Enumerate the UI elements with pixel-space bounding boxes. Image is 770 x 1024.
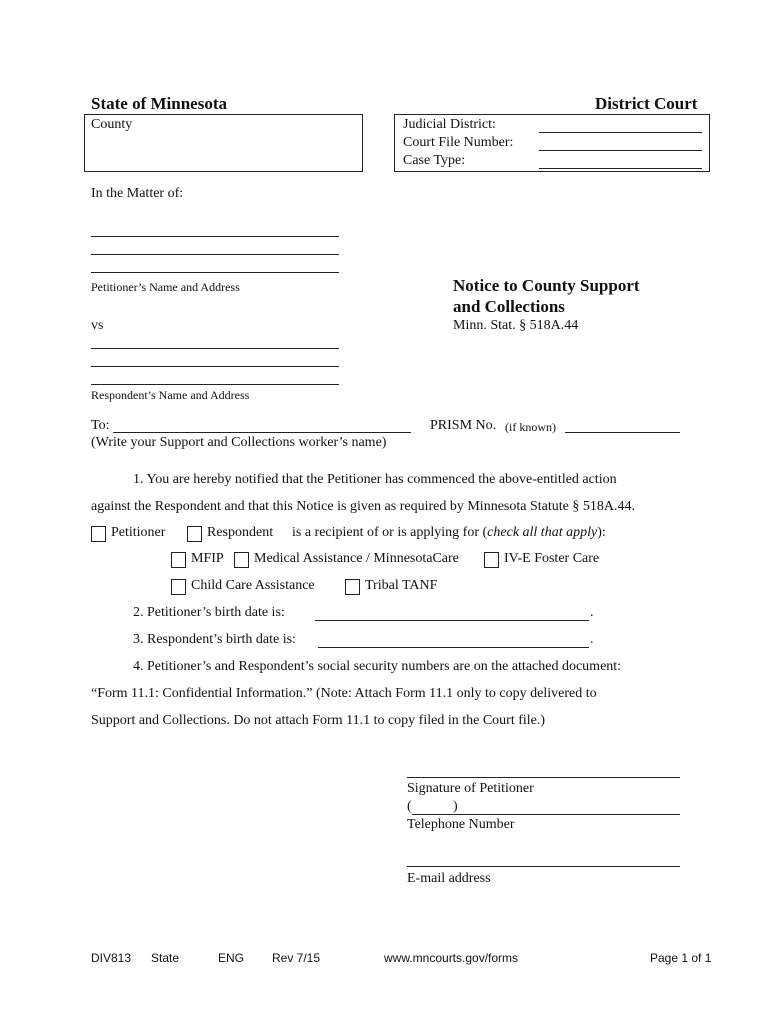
paragraph-3: 3. Respondent’s birth date is: xyxy=(133,632,296,647)
check-all-note: check all that apply xyxy=(487,525,598,540)
respondent-line-1[interactable] xyxy=(91,348,339,349)
case-type-label: Case Type: xyxy=(403,153,466,168)
foster-care-checkbox[interactable] xyxy=(484,552,499,568)
case-type-field[interactable] xyxy=(539,168,702,169)
respondent-birthdate-field[interactable] xyxy=(318,647,589,648)
court-file-number-field[interactable] xyxy=(539,150,702,151)
telephone-field[interactable] xyxy=(412,814,680,815)
petitioner-line-2[interactable] xyxy=(91,254,339,255)
child-care-checkbox[interactable] xyxy=(171,579,186,595)
prism-label: PRISM No. xyxy=(430,418,497,433)
mfip-label: MFIP xyxy=(191,551,224,566)
footer-language: ENG xyxy=(218,951,245,965)
footer-revision: Rev 7/15 xyxy=(272,951,321,965)
petitioner-line-1[interactable] xyxy=(91,236,339,237)
court-file-number-label: Court File Number: xyxy=(403,135,514,150)
petitioner-checkbox[interactable] xyxy=(91,526,106,542)
court-title: District Court xyxy=(595,94,698,113)
petitioner-birthdate-field[interactable] xyxy=(315,620,589,621)
medical-assistance-checkbox[interactable] xyxy=(234,552,249,568)
recipient-statement xyxy=(292,525,606,541)
case-info-box xyxy=(394,114,710,172)
vs-label: vs xyxy=(91,318,104,333)
signature-field[interactable] xyxy=(407,777,680,778)
prism-hint: (if known) xyxy=(505,420,556,434)
footer-url-link[interactable]: www.mncourts.gov/forms xyxy=(384,951,519,965)
respondent-line-2[interactable] xyxy=(91,366,339,367)
footer-level: State xyxy=(151,951,180,965)
judicial-district-field[interactable] xyxy=(539,132,702,133)
foster-care-label: IV-E Foster Care xyxy=(504,551,600,566)
period-2: . xyxy=(590,605,594,620)
statute-reference: Minn. Stat. § 518A.44 xyxy=(453,318,579,333)
to-hint: (Write your Support and Collections worker’s name) xyxy=(91,435,387,450)
phone-open-paren: ( xyxy=(407,799,412,814)
paragraph-2: 2. Petitioner’s birth date is: xyxy=(133,605,285,620)
phone-close-paren: ) xyxy=(453,799,458,814)
petitioner-line-3[interactable] xyxy=(91,272,339,273)
respondent-line-3[interactable] xyxy=(91,384,339,385)
state-title: State of Minnesota xyxy=(91,94,227,113)
petitioner-name-label: Petitioner’s Name and Address xyxy=(91,280,240,294)
judicial-district-label: Judicial District: xyxy=(403,117,496,132)
paragraph-4-line-1: 4. Petitioner’s and Respondent’s social security numbers are on the attached document: xyxy=(133,659,622,674)
form-title-line2: and Collections xyxy=(453,297,565,316)
footer-page-number: Page 1 of 1 xyxy=(650,951,712,965)
recipient-text: is a recipient of or is applying for ( xyxy=(292,525,488,540)
to-label: To: xyxy=(91,418,110,433)
recipient-close: ): xyxy=(597,525,606,540)
signature-label: Signature of Petitioner xyxy=(407,781,534,796)
prism-field[interactable] xyxy=(565,432,680,433)
respondent-checkbox[interactable] xyxy=(187,526,202,542)
email-field[interactable] xyxy=(407,866,680,867)
county-label: County xyxy=(91,117,133,132)
period-3: . xyxy=(590,632,594,647)
telephone-label: Telephone Number xyxy=(407,817,515,832)
paragraph-1-line-1: 1. You are hereby notified that the Petitioner has commenced the above-entitled action xyxy=(133,472,617,487)
paragraph-4-line-2: “Form 11.1: Confidential Information.” (Note: Attach Form 11.1 only to copy delivered to xyxy=(91,686,597,701)
email-label: E-mail address xyxy=(407,871,491,886)
county-box[interactable] xyxy=(84,114,363,172)
respondent-option-label: Respondent xyxy=(207,525,274,540)
petitioner-option-label: Petitioner xyxy=(111,525,166,540)
tribal-tanf-label: Tribal TANF xyxy=(365,578,438,593)
form-title-line1: Notice to County Support xyxy=(453,276,640,295)
tribal-tanf-checkbox[interactable] xyxy=(345,579,360,595)
mfip-checkbox[interactable] xyxy=(171,552,186,568)
matter-label: In the Matter of: xyxy=(91,186,184,201)
footer-form-id: DIV813 xyxy=(91,951,132,965)
paragraph-4-line-3: Support and Collections. Do not attach Form 11.1 to copy filed in the Court file.) xyxy=(91,713,546,728)
paragraph-1-line-2: against the Respondent and that this Notice is given as required by Minnesota Statute § 518A.44. xyxy=(91,499,635,514)
to-field[interactable] xyxy=(113,432,411,433)
respondent-name-label: Respondent’s Name and Address xyxy=(91,388,250,402)
medical-assistance-label: Medical Assistance / MinnesotaCare xyxy=(254,551,459,566)
child-care-label: Child Care Assistance xyxy=(191,578,315,593)
